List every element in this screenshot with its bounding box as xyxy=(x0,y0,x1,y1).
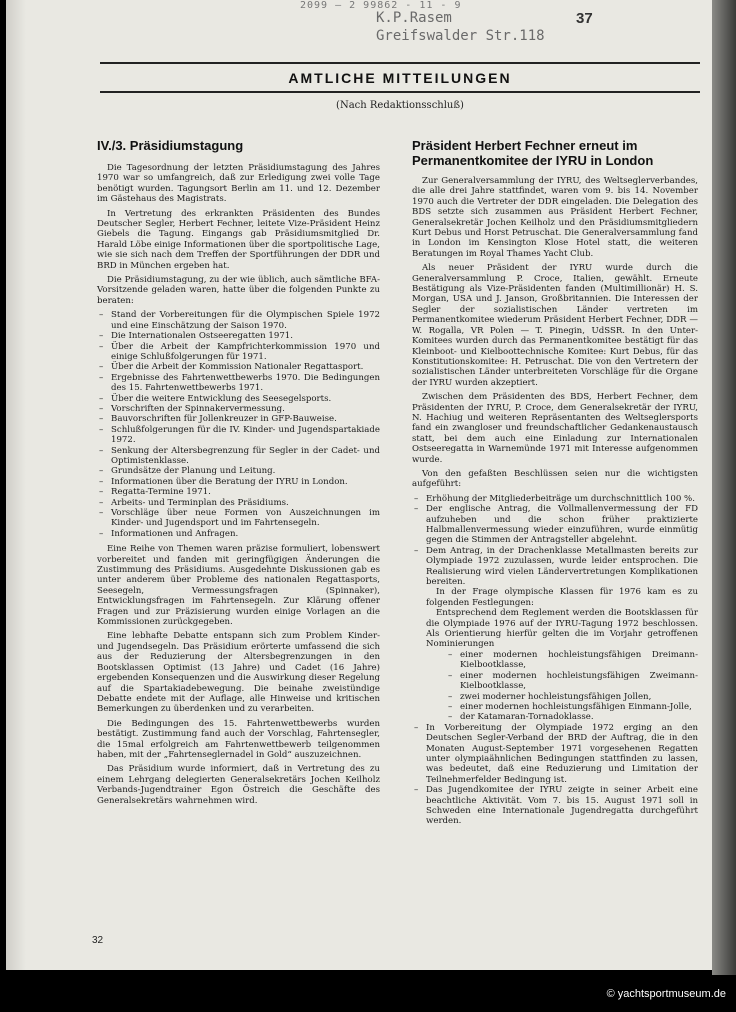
list-item-text: – Dem Antrag, in der Drachenklasse Metallmasten bereits zur Olympiade 1972 zuzulassen, wurde leider entsprochen. Die Realisierung wird vielen Ländervertretungen Komplikationen bereiten. xyxy=(426,545,698,588)
page-number: 32 xyxy=(92,935,104,946)
header-rule-bottom xyxy=(100,91,700,93)
left-paragraph: Eine lebhafte Debatte entspann sich zum Problem Kinder- und Jugendsegeln. Das Präsidium erörterte umfassend die sich aus der Reduzierung der Altersbegrenzungen in den Bootsklassen Optimist (13 Jahre) und Cadet (16 Jahre) ergebenden Konsequenzen und die Auswirkung dieser Regelung auf die Spartakiadebewegung. Die beinahe zweistündige Debatte endete mit der Auflage, alle Hinweise und kritischen Bemerkungen zu überdenken und zu verarbeiten. xyxy=(97,631,380,715)
agenda-item: – Arbeits- und Terminplan des Präsidiums. xyxy=(97,498,380,508)
agenda-item: – Vorschläge über neue Formen von Auszeichnungen im Kinder- und Jugendsport und im Fahrtensegeln. xyxy=(97,508,380,529)
agenda-item: – Ergebnisse des Fahrtenwettbewerbs 1970. Die Bedingungen des 15. Fahrtenwettbewerbs 1971. xyxy=(97,373,380,394)
agenda-item: – Schlußfolgerungen für die IV. Kinder- und Jugendspartakiade 1972. xyxy=(97,425,380,446)
agenda-item: – Vorschriften der Spinnakervermessung. xyxy=(97,404,380,414)
stamp-name: K.P.Rasem xyxy=(376,10,452,26)
right-paragraph: Zur Generalversammlung der IYRU, des Weltseglerverbandes, die alle drei Jahre stattfindet, waren vom 9. bis 14. November 1970 auch die Vertreter der DDR eingeladen. Die Delegation des BDS setzte sich zusammen aus Präsident Herbert Fechner, Generalsekretär Jochen Keilholz und den Präsidiumsmitgliedern Kurt Debus und Horst Petruschat. Die Generalversammlung fand in London im Kensington Klose Hotel statt, die weiteren Beratungen im Royal Thames Yacht Club. xyxy=(412,176,698,259)
list-item: – Der englische Antrag, die Vollmallenvermessung der FD aufzuheben und die schon früher praktizierte Halbmallenvermessung wieder einzuführen, wurde einmütig gegen die Stimmen der Antragsteller abgelehnt. xyxy=(412,504,698,546)
left-paragraph: In Vertretung des erkrankten Präsidenten des Bundes Deutscher Segler, Herbert Fechner, leitete Vize-Präsident Heinz Giebels die Tagung. Eingangs gab Präsidiumsmitglied Dr. Harald Löbe einige Informationen über die sportpolitische Lage, wie sie sich nach dem Treffen der Sportführungen der DDR und BRD in München ergeben hat. xyxy=(97,208,380,271)
top-strip-text: 2099 — 2 99862 - 11 - 9 xyxy=(300,0,462,11)
agenda-item: – Bauvorschriften für Jollenkreuzer in GFP-Bauweise. xyxy=(97,414,380,424)
list-item-text: Entsprechend dem Reglement werden die Bootsklassen für die Olympiade 1976 auf der IYRU-Tagung 1972 beschlossen. Als Orientierung hierfür gelten die im Vorjahr getroffenen Nominierungen xyxy=(426,608,698,650)
right-column xyxy=(412,138,698,832)
nomination-item: – der Katamaran-Tornadoklasse. xyxy=(446,712,698,722)
left-paragraph: Die Tagesordnung der letzten Präsidiumstagung des Jahres 1970 war so umfangreich, daß zur Erledigung zwei volle Tage benötigt wurden. Tagungsort Berlin am 11. und 12. Dezember im Gästehaus des Magistrats. xyxy=(97,163,380,205)
list-item: – Erhöhung der Mitgliederbeiträge um durchschnittlich 100 %. xyxy=(412,494,698,504)
nominations-list xyxy=(426,650,698,723)
list-item xyxy=(412,546,698,723)
handwritten-page-mark: 37 xyxy=(576,10,593,27)
page-right-edge xyxy=(712,0,736,975)
right-paragraph: Als neuer Präsident der IYRU wurde durch die Generalversammlung P. Croce, Italien, gewählt. Erneute Bestätigung als Vize-Präsidenten fanden (Multimillionär) H. S. Morgan, USA und J. Janson, Großbritannien. Die Interessen der Segler der sozialistischen Länder vertreten im Permanentkomitee wiederum Präsident Herbert Fechner, DDR — W. Rogalla, VR Polen — T. Pinegin, UdSSR. In den Unter-Komitees wurden durch das Permanentkomitee bestätigt für das Kleinboot- und Kielboottechnische Komitee: Kurt Debus, für das Konstitutionskomitee: H. Petruschat. Die von den Vertretern der sozialistischen Länder unterbreiteten Vorschläge für die Organe der IYRU wurden akzeptiert. xyxy=(412,263,698,388)
right-heading: Präsident Herbert Fechner erneut im Permanentkomitee der IYRU in London xyxy=(412,138,654,168)
left-paragraph: Die Bedingungen des 15. Fahrtenwettbewerbs wurden bestätigt. Zustimmung fand auch der Vorschlag, Fahrtensegler, die 15mal erfolgreich am Fahrtenwettbewerb teilgenommen haben, mit der „Fahrtenseglernadel in Gold“ auszuzeichnen. xyxy=(97,718,380,760)
left-paragraph: Eine Reihe von Themen waren präzise formuliert, lobenswert vorbereitet und fanden mit geringfügigen Änderungen die Zustimmung des Präsidiums. Ausgedehnte Diskussionen gab es unter anderem über Probleme des nationalen Regattasports, Seesegeln, Vermessungsfragen (Spinnaker), Entwicklungsfragen im Fahrtensegeln. Zur Klärung offener Fragen und zur Präzisierung wurden einige Vorlagen an die Kommissionen zurückgegeben. xyxy=(97,544,380,628)
left-paragraph: Das Präsidium wurde informiert, daß in Vertretung des zu einem Lehrgang delegierten Generalsekretärs Jochen Keilholz Verbands-Jugendtrainer Egon Östreich die Geschäfte des Generalsekretärs wahrnehmen wird. xyxy=(97,764,380,806)
agenda-list xyxy=(97,310,380,539)
watermark: © yachtsportmuseum.de xyxy=(606,988,726,1000)
nomination-item: – zwei moderner hochleistungsfähigen Jollen, xyxy=(446,692,698,702)
agenda-item: – Über die Arbeit der Kampfrichterkommission 1970 und einige Schlußfolgerungen für 1971. xyxy=(97,342,380,363)
nomination-item: – einer modernen hochleistungsfähigen Dreimann-Kielbootklasse, xyxy=(446,650,698,671)
agenda-item: – Informationen und Anfragen. xyxy=(97,529,380,539)
stamp-address: Greifswalder Str.118 xyxy=(376,28,545,44)
list-item-text: In der Frage olympische Klassen für 1976 kam es zu folgenden Festlegungen: xyxy=(426,587,698,608)
agenda-item: – Regatta-Termine 1971. xyxy=(97,487,380,497)
agenda-item: – Grundsätze der Planung und Leitung. xyxy=(97,466,380,476)
agenda-item: – Stand der Vorbereitungen für die Olympischen Spiele 1972 und eine Einschätzung der Saison 1970. xyxy=(97,310,380,331)
agenda-item: – Über die Arbeit der Kommission Nationaler Regattasport. xyxy=(97,362,380,372)
agenda-item: – Die Internationalen Ostseeregatten 1971. xyxy=(97,331,380,341)
agenda-item: – Über die weitere Entwicklung des Seesegelsports. xyxy=(97,394,380,404)
nomination-item: – einer modernen hochleistungsfähigen Einmann-Jolle, xyxy=(446,702,698,712)
page-left-edge xyxy=(6,0,26,970)
list-item: – In Vorbereitung der Olympiade 1972 erging an den Deutschen Segler-Verband der BRD der Auftrag, die in den Monaten August-September 1971 vorgesehenen Regatten unter olympiaähnlichen Bedingungen stattfinden zu lassen, was bedeutet, daß eine Reduzierung und Limitation der Teilnehmerfelder Bedingung ist. xyxy=(412,723,698,785)
section-subtitle: (Nach Redaktionsschluß) xyxy=(336,100,464,111)
right-paragraph: Zwischen dem Präsidenten des BDS, Herbert Fechner, dem Präsidenten der IYRU, P. Croce, dem Generalsekretär der IYRU, N. Hachiug und weiteren Repräsentanten des Weltseglersports fand ein zwangloser und freundschaftlicher Gedankenaustausch statt, bei dem auch eine Einladung zur Internationalen Ostseeregatta in Warnemünde 1971 mit Interesse aufgenommen wurde. xyxy=(412,392,698,465)
list-item: – Das Jugendkomitee der IYRU zeigte in seiner Arbeit eine beachtliche Aktivität. Vom 7. bis 15. August 1971 soll in Schweden eine Internationale Jugendregatta durchgeführt werden. xyxy=(412,785,698,827)
header-rule-top xyxy=(100,62,700,64)
agenda-item: – Informationen über die Beratung der IYRU in London. xyxy=(97,477,380,487)
left-paragraph: Die Präsidiumstagung, zu der wie üblich, auch sämtliche BFA-Vorsitzende geladen waren, hatte über die folgenden Punkte zu beraten: xyxy=(97,275,380,306)
section-title: AMTLICHE MITTEILUNGEN xyxy=(288,70,512,86)
left-column xyxy=(97,138,380,810)
left-heading: IV./3. Präsidiumstagung xyxy=(97,138,244,153)
nomination-item: – einer modernen hochleistungsfähigen Zweimann-Kielbootklasse, xyxy=(446,671,698,692)
right-paragraph: Von den gefaßten Beschlüssen seien nur die wichtigsten aufgeführt: xyxy=(412,468,698,490)
agenda-item: – Senkung der Altersbegrenzung für Segler in der Cadet- und Optimistenklasse. xyxy=(97,446,380,467)
resolutions-list xyxy=(412,494,698,827)
